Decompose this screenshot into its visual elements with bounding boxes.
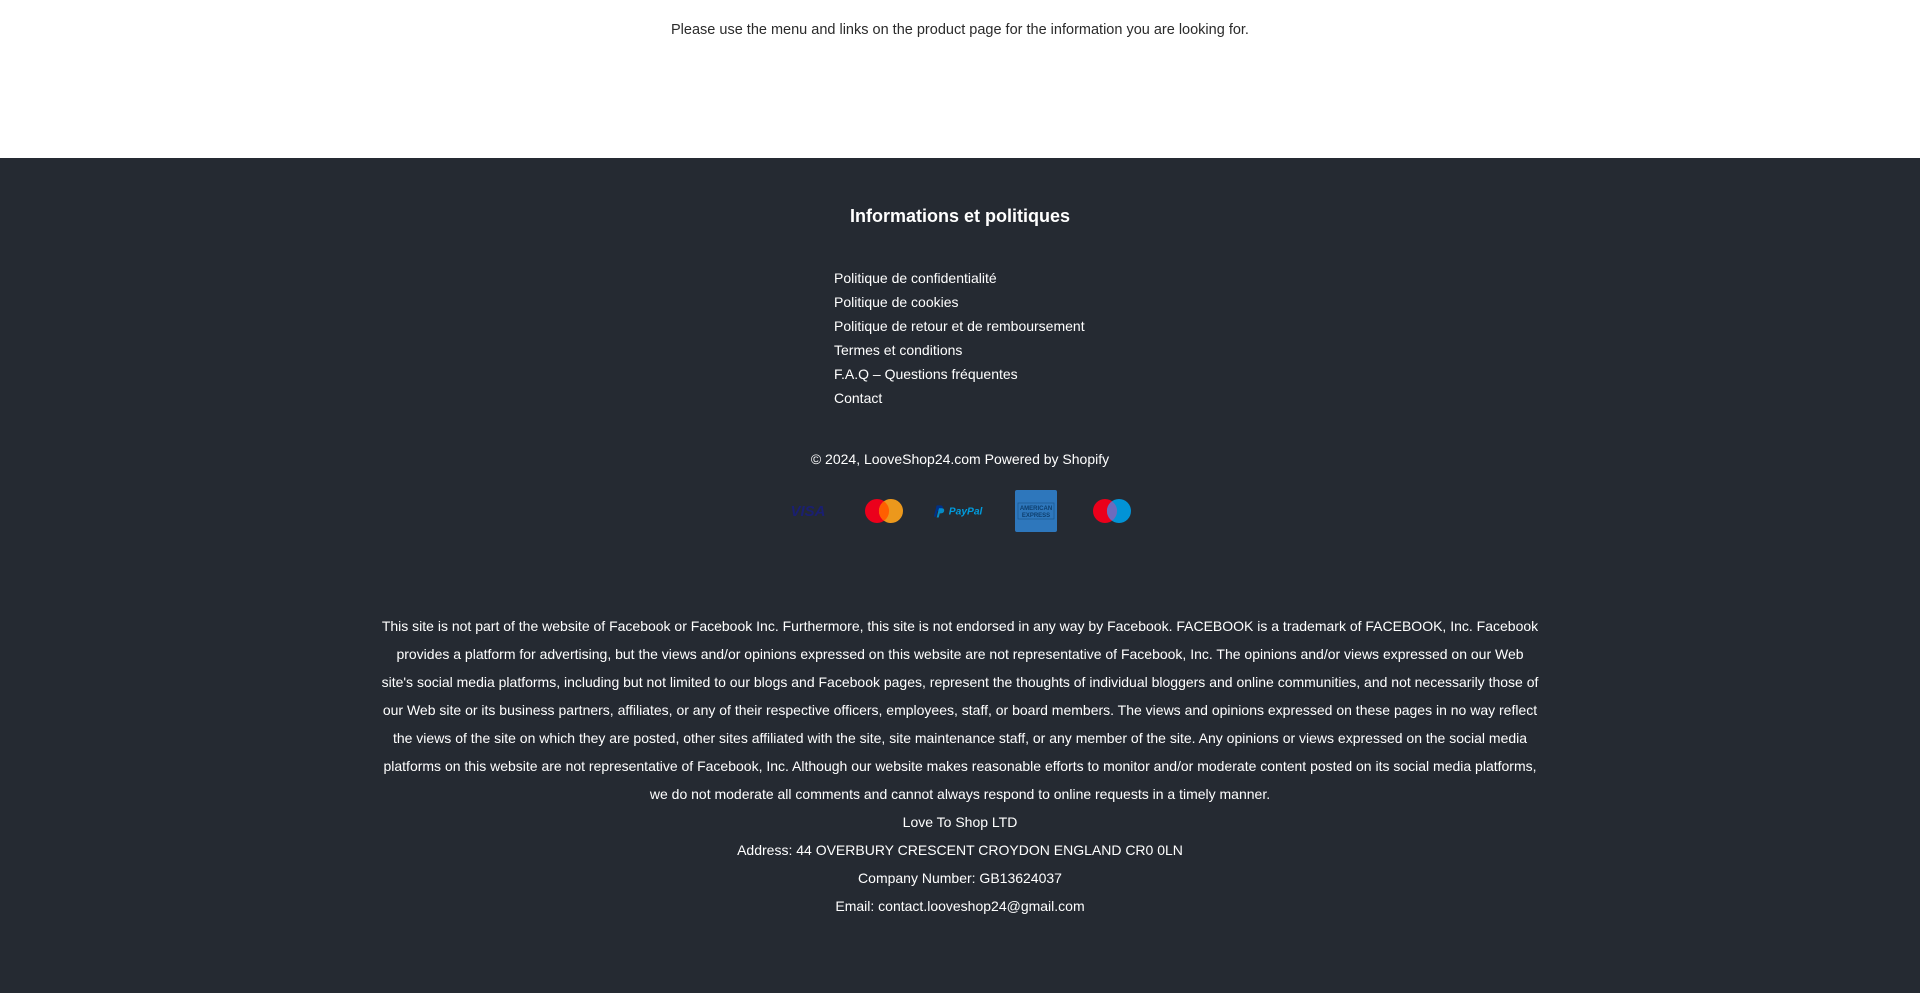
company-address: Address: 44 OVERBURY CRESCENT CROYDON ENGLAND CR0 0LN [737, 842, 1183, 858]
disclaimer [380, 612, 1540, 920]
info-message: Please use the menu and links on the product page for the information you are looking for. [671, 22, 1249, 38]
amex-line1: AMERICAN [1019, 506, 1053, 512]
main-content [0, 0, 1920, 158]
amex-line2: EXPRESS [1021, 513, 1051, 519]
paypal-icon-text: PayPal [948, 506, 983, 518]
link-terms[interactable]: Termes et conditions [834, 342, 963, 358]
copyright: © 2024, LooveShop24.com Powered by Shopify [810, 451, 1110, 467]
link-refund-policy[interactable]: Politique de retour et de remboursement [834, 318, 1085, 334]
visa-icon [780, 491, 836, 531]
site-footer [0, 158, 1920, 993]
mastercard-icon [856, 491, 912, 531]
payment-methods [0, 489, 1920, 533]
american-express-icon [1008, 491, 1064, 531]
policy-links [834, 266, 1094, 410]
visa-icon-text: VISA [790, 503, 826, 519]
link-contact[interactable]: Contact [834, 390, 883, 406]
maestro-icon [1084, 491, 1140, 531]
link-privacy-policy[interactable]: Politique de confidentialité [834, 270, 997, 286]
company-number: Company Number: GB13624037 [858, 870, 1062, 886]
company-email[interactable]: Email: contact.looveshop24@gmail.com [835, 898, 1085, 914]
link-cookie-policy[interactable]: Politique de cookies [834, 294, 959, 310]
disclaimer-text: This site is not part of the website of Facebook or Facebook Inc. Furthermore, this site is not endorsed in any way by Facebook. FACEBOOK is a trademark of FACEBOOK, Inc. Facebook provides a platform for advertising, but the views and/or opinions expressed on this website are not representative of Facebook, Inc. The opinions and/or views expressed on our Web site's social media platforms, including but not limited to our blogs and Facebook pages, represent the thoughts of individual bloggers and online communities, and not necessarily those of our Web site or its business partners, affiliates, or any of their respective officers, employees, staff, or board members. The views and opinions expressed on these pages in no way reflect the views of the site on which they are posted, other sites affiliated with the site, site maintenance staff, or any member of the site. Any opinions or views expressed on the social media platforms on this website are not representative of Facebook, Inc. Although our website makes reasonable efforts to monitor and/or moderate content posted on its social media platforms, we do not moderate all comments and cannot always respond to online requests in a timely manner. [381, 618, 1539, 802]
link-faq[interactable]: F.A.Q – Questions fréquentes [834, 366, 1018, 382]
paypal-icon [932, 491, 988, 531]
footer-title: Informations et politiques [849, 206, 1070, 226]
company-name: Love To Shop LTD [902, 814, 1018, 830]
